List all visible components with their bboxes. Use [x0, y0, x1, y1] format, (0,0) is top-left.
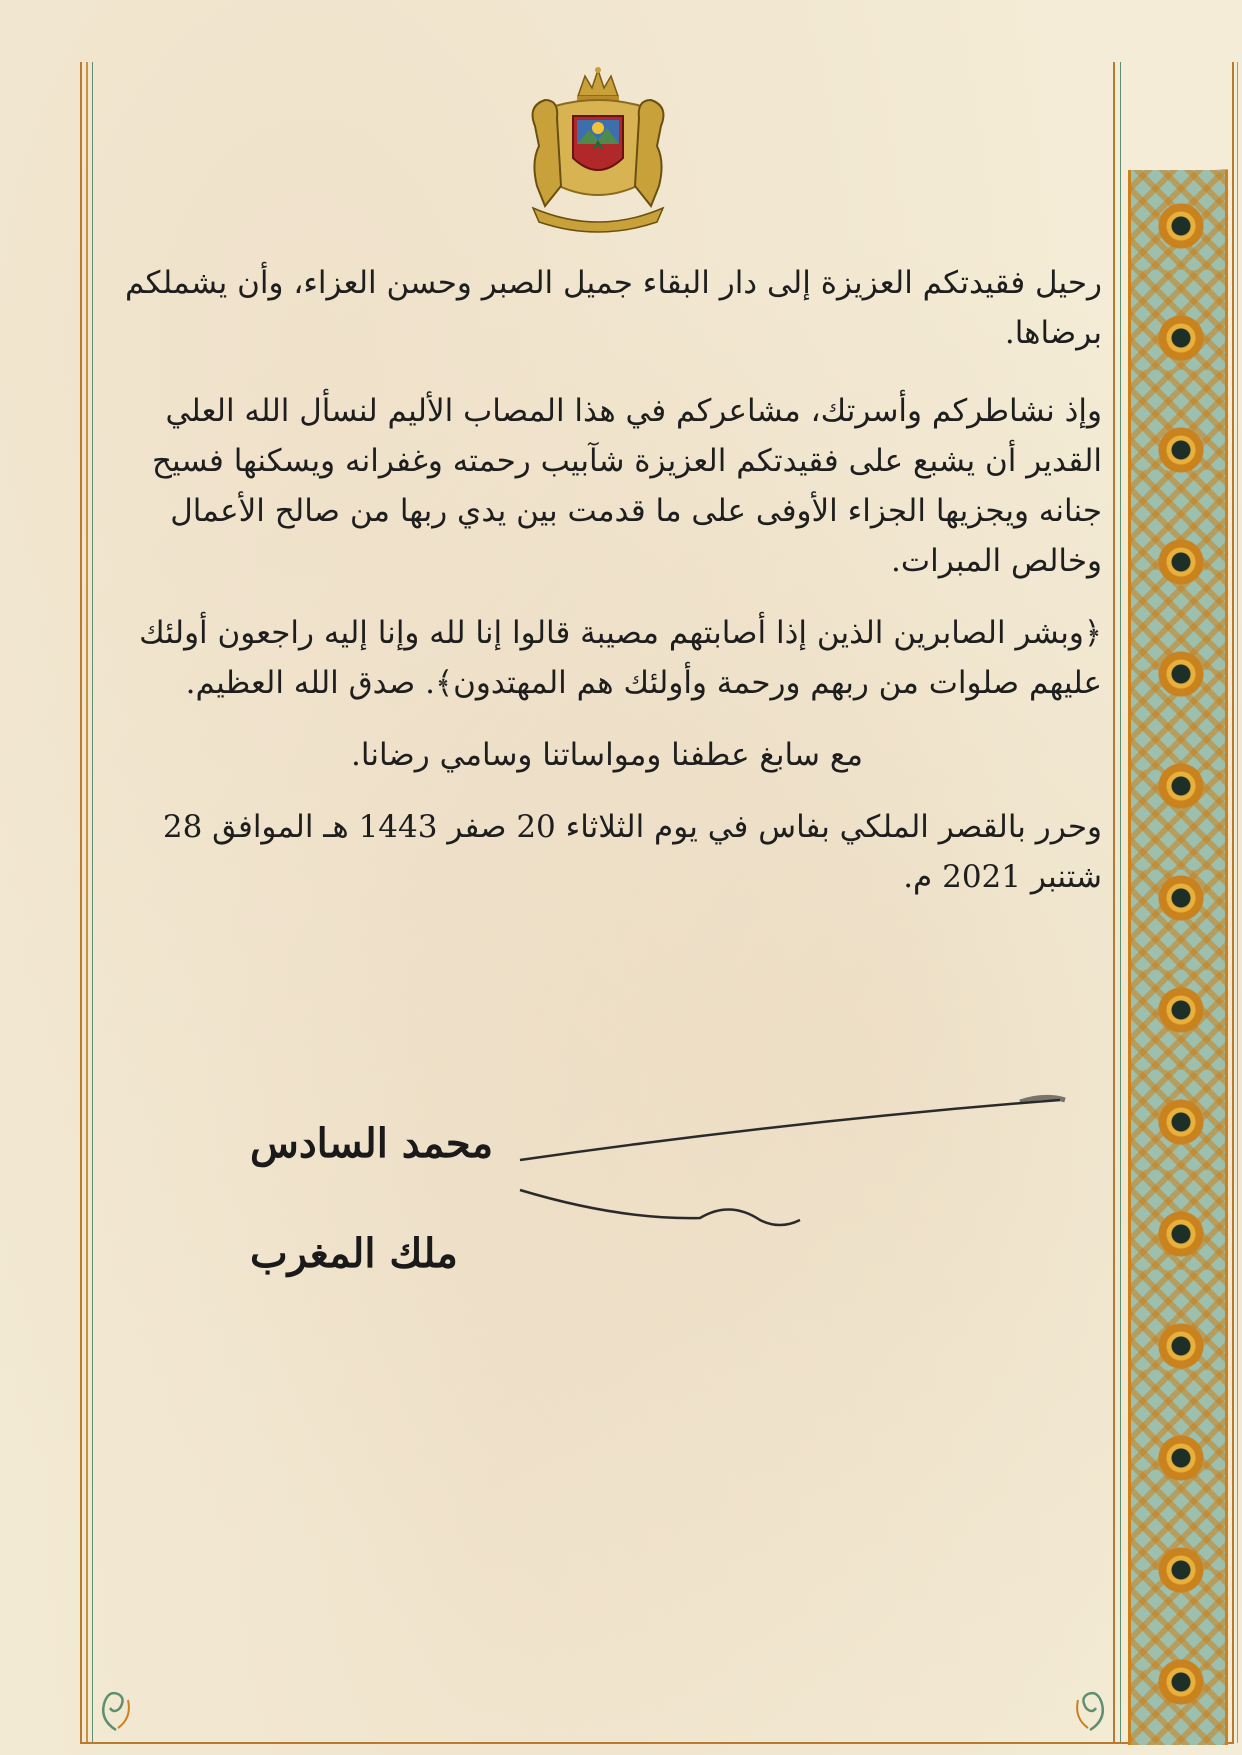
closing-line: مع سابغ عطفنا ومواساتنا وسامي رضانا. — [351, 737, 863, 773]
frame-line-left-outer — [80, 62, 82, 1743]
signature-title: ملك المغرب — [250, 1230, 458, 1277]
ornamental-floral-band — [1128, 170, 1228, 1745]
frame-line-left-inner — [92, 62, 93, 1743]
frame-line-right-outer — [1232, 62, 1234, 1743]
signature-flourish — [500, 1080, 1080, 1260]
frame-line-right-inner-green — [1120, 62, 1121, 1743]
frame-line-right-outer-gold — [1237, 62, 1238, 1743]
corner-ornament-right-icon — [1070, 1680, 1110, 1732]
frame-line-right-inner — [1113, 62, 1115, 1743]
signature-name: محمد السادس — [250, 1120, 494, 1167]
condolence-paragraph-2: وإذ نشاطركم وأسرتك، مشاعركم في هذا المصاب الأليم لنسأل الله العلي القدير أن يشبع على فقيدتكم العزيزة شآبيب رحمته وغفرانه ويسكنها فسيح جنانه ويجزيها الجزاء الأوفى على ما قدمت بين يدي ربها من صالح الأعمال وخالص المبرات. — [152, 393, 1102, 579]
letter-body — [112, 258, 1102, 924]
frame-line-bottom — [80, 1742, 1234, 1744]
quran-verse: ﴿وبشر الصابرين الذين إذا أصابتهم مصيبة قالوا إنا لله وإنا إليه راجعون أولئك عليهم صلوات من ربهم ورحمة وأولئك هم المهتدون﴾. صدق الله العظيم. — [139, 615, 1102, 701]
corner-ornament-left-icon — [96, 1680, 136, 1732]
frame-line-left-middle — [86, 62, 88, 1743]
royal-coat-of-arms-icon — [515, 66, 681, 234]
condolence-paragraph-1: رحيل فقيدتكم العزيزة إلى دار البقاء جميل الصبر وحسن العزاء، وأن يشملكم برضاها. — [125, 265, 1102, 351]
dateline: وحرر بالقصر الملكي بفاس في يوم الثلاثاء 20 صفر 1443 هـ الموافق 28 شتنبر 2021 م. — [162, 809, 1102, 895]
